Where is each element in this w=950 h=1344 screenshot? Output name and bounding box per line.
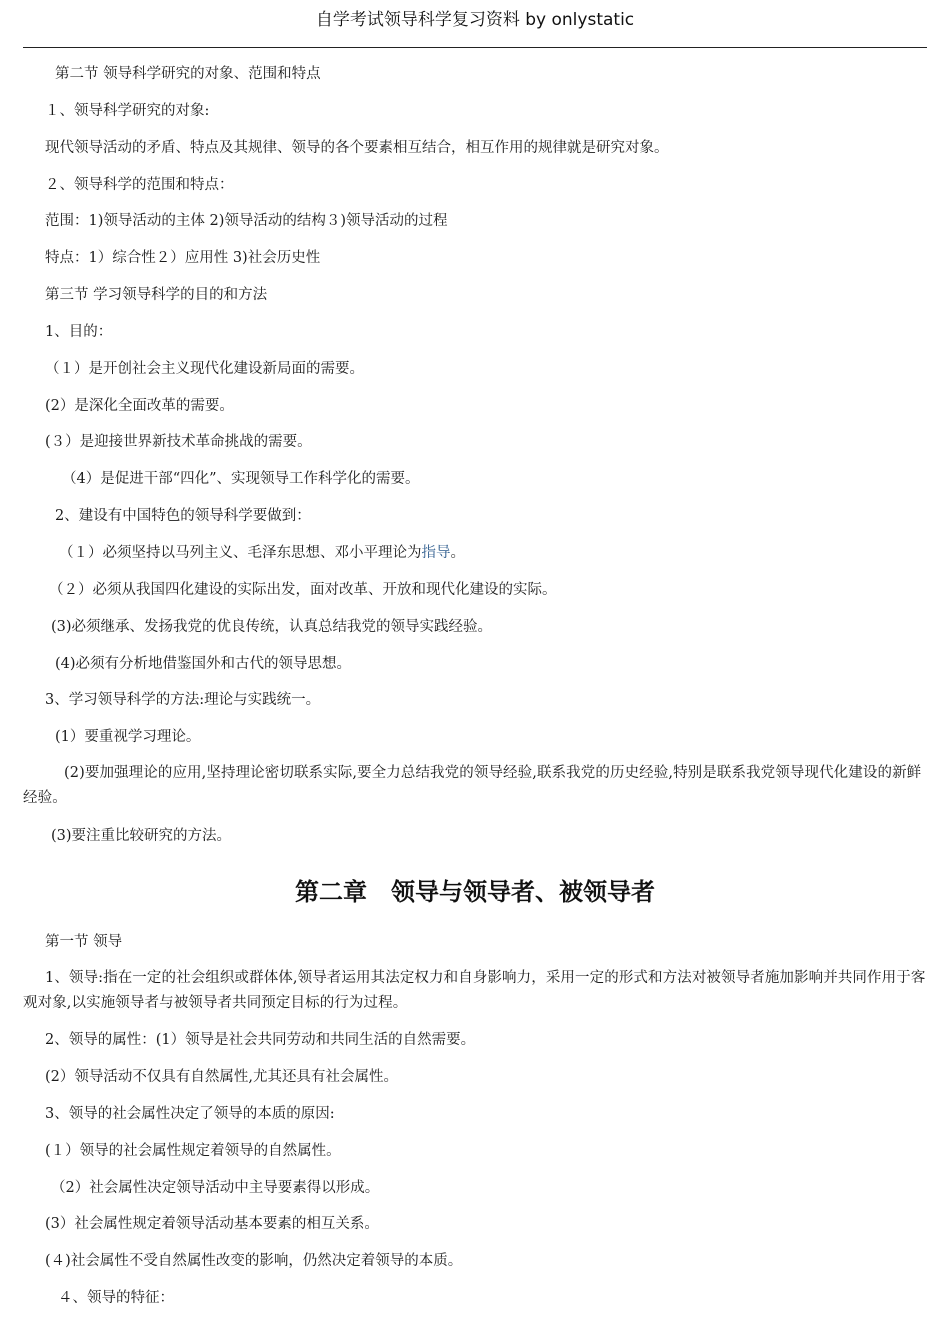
list-item: (３）是迎接世界新技术革命挑战的需要。 <box>45 434 312 450</box>
page-header: 自学考试领导科学复习资料 by onlystatic <box>315 10 635 30</box>
list-item: （2）社会属性决定领导活动中主导要素得以形成。 <box>51 1180 380 1196</box>
list-item: (4)必须有分析地借鉴国外和古代的领导思想。 <box>55 656 352 672</box>
list-item: （4）是促进干部“四化”、实现领导工作科学化的需要。 <box>62 471 420 487</box>
list-item: ２、领导科学的范围和特点： <box>45 177 234 193</box>
header-divider <box>23 47 927 48</box>
list-item: (3)必须继承、发扬我党的优良传统，认真总结我党的领导实践经验。 <box>51 619 493 635</box>
list-item: 3、学习领导科学的方法:理论与实践统一。 <box>45 692 321 708</box>
list-item: ４、领导的特征： <box>58 1290 174 1306</box>
section-heading: 第一节 领导 <box>45 934 123 950</box>
list-item: 1、目的： <box>45 324 113 340</box>
guidance-link[interactable]: 指导 <box>421 545 451 561</box>
chapter-title: 第二章 领导与领导者、被领导者 <box>295 878 655 906</box>
list-item: （１）是开创社会主义现代化建设新局面的需要。 <box>45 361 364 377</box>
list-item: (3）社会属性规定着领导活动基本要素的相互关系。 <box>45 1216 379 1232</box>
paragraph: (2)要加强理论的应用,坚持理论密切联系实际,要全力总结我党的领导经验,联系我党的历史经验,特别是联系我党领导现代化建设的新鲜经验。 <box>23 765 922 806</box>
list-item <box>59 543 465 563</box>
list-item: (1）要重视学习理论。 <box>55 729 201 745</box>
paragraph: 现代领导活动的矛盾、特点及其规律、领导的各个要素相互结合，相互作用的规律就是研究对象。 <box>45 140 669 156</box>
list-item: １、领导科学研究的对象: <box>45 103 210 119</box>
paragraph: 范围：1)领导活动的主体 2)领导活动的结构３)领导活动的过程 <box>45 213 448 229</box>
section-heading: 第二节 领导科学研究的对象、范围和特点 <box>55 66 321 82</box>
list-item: 3、领导的社会属性决定了领导的本质的原因: <box>45 1106 335 1122</box>
list-item-text: 。 <box>450 545 465 561</box>
list-item: 2、建设有中国特色的领导科学要做到： <box>55 508 311 524</box>
list-item: (2）领导活动不仅具有自然属性,尤其还具有社会属性。 <box>45 1069 398 1085</box>
section-heading: 第三节 学习领导科学的目的和方法 <box>45 287 268 303</box>
paragraph: 特点：1）综合性２）应用性 3)社会历史性 <box>45 250 321 266</box>
list-item: (3)要注重比较研究的方法。 <box>51 828 232 844</box>
paragraph: 1、领导:指在一定的社会组织或群体体,领导者运用其法定权力和自身影响力，采用一定的形式和方法对被领导者施加影响并共同作用于客观对象,以实施领导者与被领导者共同预定目标的行为过程。 <box>23 970 926 1011</box>
list-item-text: （１）必须坚持以马列主义、毛泽东思想、邓小平理论为 <box>59 545 422 561</box>
list-item: （２）必须从我国四化建设的实际出发，面对改革、开放和现代化建设的实际。 <box>49 582 557 598</box>
list-item: (１）领导的社会属性规定着领导的自然属性。 <box>45 1143 341 1159</box>
list-item: (４)社会属性不受自然属性改变的影响，仍然决定着领导的本质。 <box>45 1253 463 1269</box>
list-item: 2、领导的属性：(1）领导是社会共同劳动和共同生活的自然需要。 <box>45 1032 476 1048</box>
list-item: (2）是深化全面改革的需要。 <box>45 398 234 414</box>
